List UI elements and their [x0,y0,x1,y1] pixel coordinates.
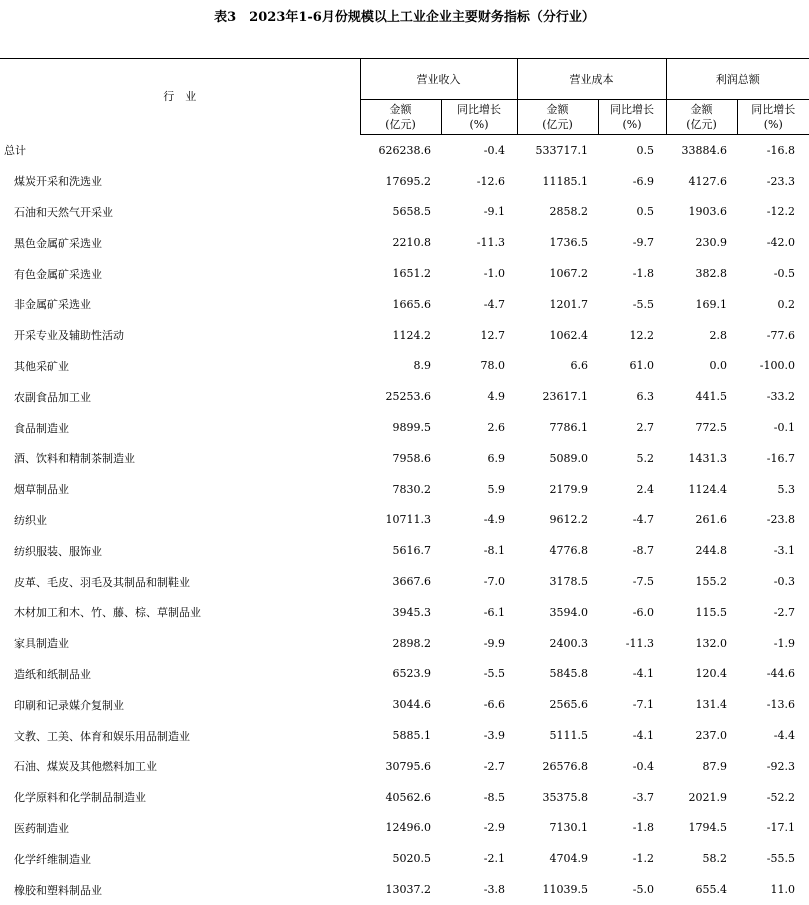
table-row [0,227,809,258]
cost-amount-cell: 9612.2 [549,513,588,527]
revenue-amount-cell: 7958.6 [392,451,431,465]
revenue-growth-cell: -8.1 [483,544,505,558]
revenue-growth-cell: -6.6 [483,698,505,712]
table-row [0,689,809,720]
cost-growth-cell: -5.0 [632,883,654,897]
profit-amount-cell: 261.6 [695,513,727,527]
profit-growth-cell: -52.2 [766,790,795,804]
profit-growth-cell: -13.6 [766,698,795,712]
cost-growth-cell: 2.4 [636,482,654,496]
industry-name: 开采专业及辅助性活动 [14,329,124,343]
profit-amount-cell: 115.5 [695,605,727,619]
profit-growth-cell: -44.6 [766,667,795,681]
industry-name: 纺织业 [14,513,47,527]
revenue-growth-cell: -5.5 [483,667,505,681]
revenue-growth-cell: -2.7 [483,759,505,773]
table-row [0,443,809,474]
table-row [0,535,809,566]
revenue-growth-cell: -4.7 [483,297,505,311]
profit-amount-cell: 237.0 [695,729,727,743]
cost-amount-cell: 533717.1 [535,143,588,157]
revenue-amount-cell: 6523.9 [392,667,431,681]
cost-growth-cell: -0.4 [632,759,654,773]
cost-amount-cell: 35375.8 [542,790,588,804]
profit-growth-cell: -2.7 [773,605,795,619]
cost-amount-cell: 4776.8 [549,544,588,558]
table-row [0,597,809,628]
table-row [0,505,809,536]
table-row [0,412,809,443]
industry-name: 化学纤维制造业 [14,852,91,866]
cost-growth-cell: 0.5 [636,143,654,157]
profit-header: 利润总额 [666,59,809,100]
table-row [0,381,809,412]
revenue-amount-cell: 25253.6 [385,390,431,404]
revenue-amount-cell: 5658.5 [392,205,431,219]
profit-growth-cell: -77.6 [766,328,795,342]
profit-growth-cell: -23.3 [766,174,795,188]
cost-growth-cell: 0.5 [636,205,654,219]
table-row [0,659,809,690]
revenue-amount-cell: 1665.6 [392,297,431,311]
profit-amount-cell: 132.0 [695,636,727,650]
cost-growth-cell: -4.1 [632,729,654,743]
industry-name: 总计 [4,144,26,158]
cost-growth-cell: -4.1 [632,667,654,681]
revenue-growth-cell: 2.6 [487,421,505,435]
profit-amount-cell: 4127.6 [688,174,727,188]
industry-name: 食品制造业 [14,421,69,435]
revenue-amount-cell: 2898.2 [392,636,431,650]
revenue-amount-cell: 5020.5 [392,852,431,866]
industry-name: 农副食品加工业 [14,390,91,404]
table-row [0,843,809,874]
cost-amount-cell: 3594.0 [549,605,588,619]
table-row [0,351,809,382]
table-row [0,628,809,659]
revenue-amount-cell: 626238.6 [378,143,431,157]
cost-growth-cell: -6.0 [632,605,654,619]
cost-growth-cell: 5.2 [636,451,654,465]
table-row [0,258,809,289]
profit-amount-cell: 58.2 [702,852,727,866]
cost-amount-cell: 11185.1 [542,174,588,188]
cost-amount-cell: 4704.9 [549,852,588,866]
revenue-growth-cell: 5.9 [487,482,505,496]
profit-amount-cell: 2.8 [709,328,727,342]
profit-amount-cell: 382.8 [695,267,727,281]
table-row [0,289,809,320]
revenue-amount-cell: 13037.2 [385,883,431,897]
cost-amount-cell: 2858.2 [549,205,588,219]
profit-growth-cell: -23.8 [766,513,795,527]
revenue-growth-cell: -8.5 [483,790,505,804]
profit-amount-cell: 441.5 [695,390,727,404]
industry-name: 黑色金属矿采选业 [14,236,102,250]
profit-amount-cell: 1124.4 [688,482,727,496]
cost-amount-cell: 2565.6 [549,698,588,712]
cost-growth-cell: -7.5 [632,575,654,589]
cost-growth-header: 同比增长 (%) [598,100,666,135]
table-title: 表3 2023年1-6月份规模以上工业企业主要财务指标（分行业） [214,10,595,25]
cost-amount-cell: 2179.9 [549,482,588,496]
table-row [0,474,809,505]
profit-amount-header: 金额 (亿元) [666,100,737,135]
cost-amount-cell: 23617.1 [542,390,588,404]
industry-name: 化学原料和化学制品制造业 [14,791,146,805]
cost-amount-cell: 1062.4 [549,328,588,342]
cost-amount-cell: 1067.2 [549,267,588,281]
profit-growth-cell: -0.1 [773,421,795,435]
cost-growth-cell: 12.2 [629,328,654,342]
revenue-amount-cell: 40562.6 [385,790,431,804]
profit-amount-cell: 0.0 [709,359,727,373]
revenue-growth-cell: 12.7 [480,328,505,342]
industry-name: 纺织服装、服饰业 [14,544,102,558]
profit-amount-cell: 87.9 [702,759,727,773]
profit-amount-cell: 155.2 [695,575,727,589]
revenue-amount-cell: 3945.3 [392,605,431,619]
industry-name: 文教、工美、体育和娱乐用品制造业 [14,729,190,743]
profit-growth-cell: -33.2 [766,390,795,404]
table-row [0,320,809,351]
profit-growth-cell: -16.8 [766,143,795,157]
industry-name: 非金属矿采选业 [14,298,91,312]
cost-amount-cell: 5111.5 [549,729,588,743]
industry-name: 造纸和纸制品业 [14,667,91,681]
revenue-growth-cell: -1.0 [483,267,505,281]
profit-growth-cell: -0.3 [773,575,795,589]
revenue-growth-cell: -2.1 [483,852,505,866]
cost-amount-cell: 7786.1 [549,421,588,435]
table-row [0,566,809,597]
revenue-growth-cell: -3.9 [483,729,505,743]
profit-growth-header: 同比增长 (%) [737,100,809,135]
industry-name: 有色金属矿采选业 [14,267,102,281]
table-row [0,751,809,782]
cost-growth-cell: -1.8 [632,821,654,835]
revenue-amount-cell: 3044.6 [392,698,431,712]
profit-growth-cell: -17.1 [766,821,795,835]
cost-growth-cell: -7.1 [632,698,654,712]
cost-growth-cell: -4.7 [632,513,654,527]
table-row [0,166,809,197]
industry-name: 石油、煤炭及其他燃料加工业 [14,760,157,774]
industry-name: 木材加工和木、竹、藤、棕、草制品业 [14,606,201,620]
profit-growth-cell: 0.2 [777,297,795,311]
revenue-amount-cell: 5885.1 [392,729,431,743]
cost-growth-cell: -6.9 [632,174,654,188]
revenue-amount-cell: 17695.2 [385,174,431,188]
profit-growth-cell: -1.9 [773,636,795,650]
revenue-growth-cell: -2.9 [483,821,505,835]
revenue-growth-cell: -0.4 [483,143,505,157]
revenue-growth-cell: -9.9 [483,636,505,650]
revenue-amount-cell: 1651.2 [392,267,431,281]
financial-indicators-table [0,58,809,905]
profit-amount-cell: 655.4 [695,883,727,897]
table-row [0,782,809,813]
profit-amount-cell: 120.4 [695,667,727,681]
revenue-growth-cell: -9.1 [483,205,505,219]
cost-amount-header: 金额 (亿元) [517,100,598,135]
industry-name: 医药制造业 [14,821,69,835]
cost-amount-cell: 1201.7 [549,297,588,311]
profit-amount-cell: 169.1 [695,297,727,311]
revenue-growth-cell: -4.9 [483,513,505,527]
revenue-amount-cell: 30795.6 [385,759,431,773]
profit-growth-cell: -92.3 [766,759,795,773]
industry-name: 家具制造业 [14,637,69,651]
industry-name: 石油和天然气开采业 [14,205,113,219]
industry-name: 烟草制品业 [14,483,69,497]
cost-growth-cell: 61.0 [629,359,654,373]
cost-growth-cell: -1.2 [632,852,654,866]
revenue-amount-cell: 9899.5 [392,421,431,435]
cost-growth-cell: -5.5 [632,297,654,311]
industry-name: 橡胶和塑料制品业 [14,883,102,897]
profit-growth-cell: -4.4 [773,729,795,743]
revenue-amount-cell: 2210.8 [392,236,431,250]
cost-amount-cell: 5089.0 [549,451,588,465]
cost-growth-cell: -8.7 [632,544,654,558]
revenue-header: 营业收入 [360,59,517,100]
revenue-growth-cell: -12.6 [476,174,505,188]
cost-amount-cell: 6.6 [570,359,588,373]
cost-growth-cell: 6.3 [636,390,654,404]
cost-amount-cell: 11039.5 [542,883,588,897]
revenue-amount-cell: 5616.7 [392,544,431,558]
revenue-amount-cell: 7830.2 [392,482,431,496]
cost-growth-cell: 2.7 [636,421,654,435]
table-row [0,874,809,905]
profit-growth-cell: -100.0 [759,359,795,373]
cost-growth-cell: -11.3 [625,636,654,650]
cost-growth-cell: -9.7 [632,236,654,250]
cost-amount-cell: 26576.8 [542,759,588,773]
table-body [0,135,809,905]
profit-amount-cell: 2021.9 [688,790,727,804]
revenue-amount-cell: 1124.2 [392,328,431,342]
table-row [0,813,809,844]
cost-growth-cell: -1.8 [632,267,654,281]
profit-amount-cell: 772.5 [695,421,727,435]
cost-amount-cell: 2400.3 [549,636,588,650]
revenue-growth-cell: -7.0 [483,575,505,589]
table-row [0,135,809,166]
industry-name: 印刷和记录媒介复制业 [14,698,124,712]
cost-amount-cell: 7130.1 [549,821,588,835]
profit-amount-cell: 230.9 [695,236,727,250]
profit-growth-cell: -55.5 [766,852,795,866]
profit-growth-cell: 5.3 [777,482,795,496]
revenue-growth-header: 同比增长 (%) [441,100,517,135]
cost-header: 营业成本 [517,59,666,100]
profit-growth-cell: 11.0 [770,883,795,897]
cost-amount-cell: 1736.5 [549,236,588,250]
profit-amount-cell: 1794.5 [688,821,727,835]
profit-amount-cell: 244.8 [695,544,727,558]
table-row [0,197,809,228]
revenue-amount-cell: 12496.0 [385,821,431,835]
cost-growth-cell: -3.7 [632,790,654,804]
revenue-growth-cell: -6.1 [483,605,505,619]
revenue-growth-cell: -3.8 [483,883,505,897]
industry-name: 其他采矿业 [14,359,69,373]
cost-amount-cell: 3178.5 [549,575,588,589]
revenue-amount-cell: 10711.3 [385,513,431,527]
revenue-growth-cell: 4.9 [487,390,505,404]
revenue-amount-cell: 3667.6 [392,575,431,589]
industry-name: 皮革、毛皮、羽毛及其制品和制鞋业 [14,575,190,589]
industry-name: 酒、饮料和精制茶制造业 [14,452,135,466]
industry-name: 煤炭开采和洗选业 [14,175,102,189]
profit-growth-cell: -16.7 [766,451,795,465]
cost-amount-cell: 5845.8 [549,667,588,681]
revenue-growth-cell: 78.0 [480,359,505,373]
profit-growth-cell: -0.5 [773,267,795,281]
profit-growth-cell: -12.2 [766,205,795,219]
table-row [0,720,809,751]
profit-amount-cell: 1431.3 [688,451,727,465]
profit-amount-cell: 131.4 [695,698,727,712]
industry-header: 行 业 [0,59,360,135]
revenue-growth-cell: -11.3 [476,236,505,250]
revenue-amount-cell: 8.9 [413,359,431,373]
revenue-growth-cell: 6.9 [487,451,505,465]
revenue-amount-header: 金额 (亿元) [360,100,441,135]
profit-amount-cell: 33884.6 [681,143,727,157]
profit-growth-cell: -42.0 [766,236,795,250]
profit-growth-cell: -3.1 [773,544,795,558]
profit-amount-cell: 1903.6 [688,205,727,219]
